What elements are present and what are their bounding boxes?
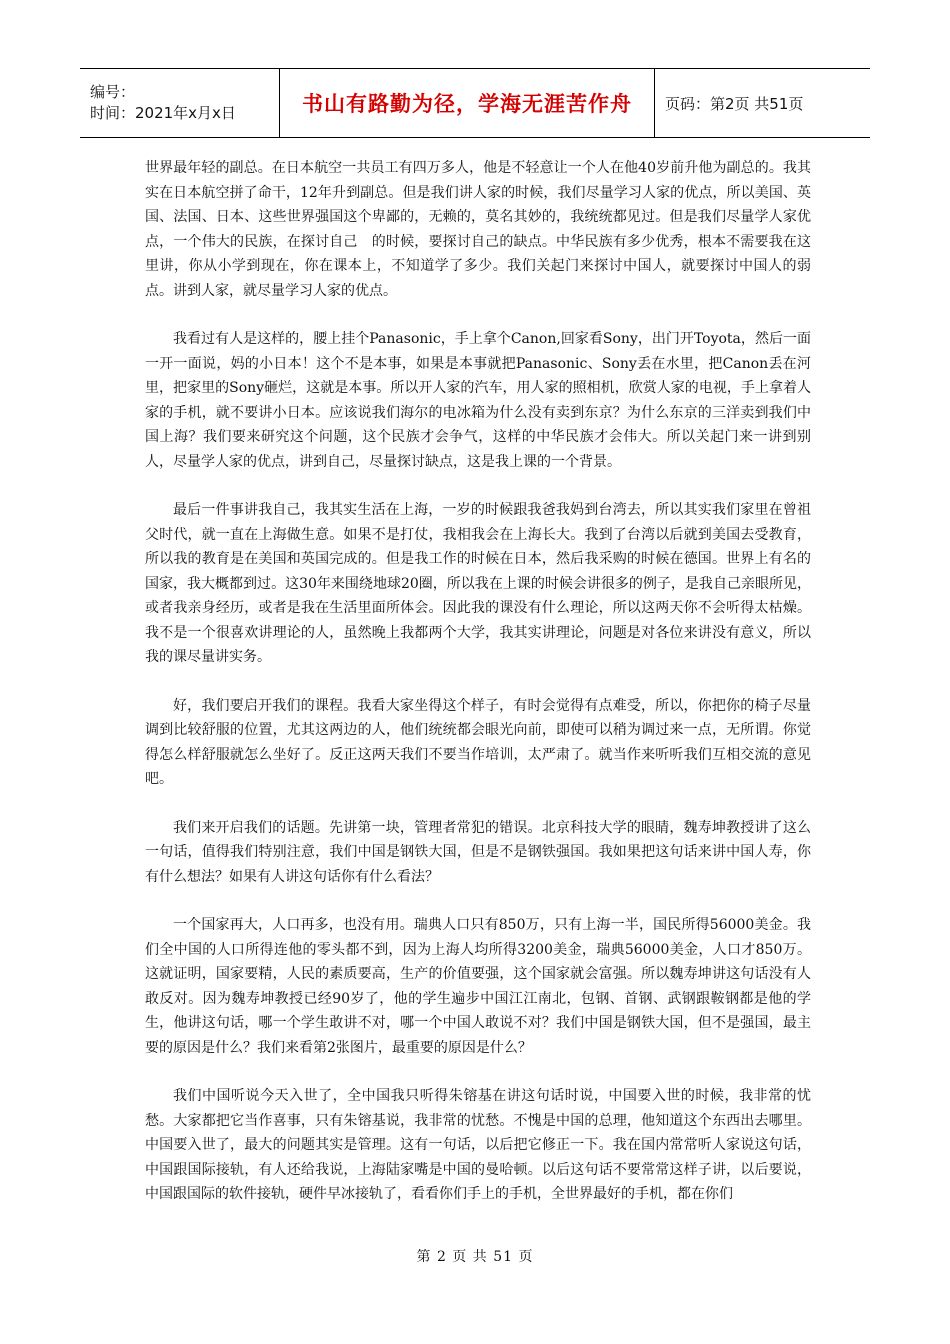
paragraph-6: 一个国家再大，人口再多，也没有用。瑞典人口只有850万，只有上海一半，国民所得56000美金。我们全中国的人口所得连他的零头都不到，因为上海人均所得3200美金，瑞典56000美金，人口才850万。这就证明，国家要精，人民的素质要高，生产的价值要强，这个国家就会富强。所以魏寿坤讲这句话没有人敢反对。因为魏寿坤教授已经90岁了，他的学生遍步中国江江南北，包钢、首钢、武钢跟鞍钢都是他的学生，他讲这句话，哪一个学生敢讲不对，哪一个中国人敢说不对？我们中国是钢铁大国，但不是强国，最主要的原因是什么？我们来看第2张图片，最重要的原因是什么？: [145, 917, 811, 1056]
header-motto: 书山有路勤为径，学海无涯苦作舟: [280, 69, 655, 137]
paragraph-2: 我看过有人是这样的，腰上挂个Panasonic，手上拿个Canon,回家看Sony，出门开Toyota，然后一面一开一面说，妈的小日本！这个不是本事，如果是本事就把Panasonic、Sony丢在水里，把Canon丢在河里，把家里的Sony砸烂，这就是本事。所以开人家的汽车，用人家的照相机，欣赏人家的电视，手上拿着人家的手机，就不要讲小日本。应该说我们海尔的电冰箱为什么没有卖到东京？为什么东京的三洋卖到我们中国上海？我们要来研究这个问题，这个民族才会争气，这样的中华民族才会伟大。所以关起门来一讲到别人，尽量学人家的优点，讲到自己，尽量探讨缺点，这是我上课的一个背景。: [145, 331, 811, 470]
paragraph-4: 好，我们要启开我们的课程。我看大家坐得这个样子，有时会觉得有点难受，所以，你把你的椅子尽量调到比较舒服的位置，尤其这两边的人，他们统统都会眼光向前，即使可以稍为调过来一点，无所谓。你觉得怎么样舒服就怎么坐好了。反正这两天我们不要当作培训，太严肃了。就当作来听听我们互相交流的意见吧。: [145, 697, 811, 787]
paragraph-1: 世界最年轻的副总。在日本航空一共员工有四万多人，他是不轻意让一个人在他40岁前升他为副总的。我其实在日本航空拼了命干，12年升到副总。但是我们讲人家的时候，我们尽量学习人家的优点，所以美国、英国、法国、日本、这些世界强国这个卑鄙的，无赖的，莫名其妙的，我统统都见过。但是我们尽量学人家优点，一个伟大的民族，在探讨自己 的时候，要探讨自己的缺点。中华民族有多少优秀，根本不需要我在这里讲，你从小学到现在，你在课本上，不知道学了多少。我们关起门来探讨中国人，就要探讨中国人的弱点。讲到人家，就尽量学习人家的优点。: [145, 160, 811, 299]
date-label: 时间：2021年x月x日: [90, 104, 236, 122]
number-label: 编号：: [90, 83, 136, 101]
paragraph-5: 我们来开启我们的话题。先讲第一块，管理者常犯的错误。北京科技大学的眼睛，魏寿坤教授讲了这么一句话，值得我们特别注意，我们中国是钢铁大国，但是不是钢铁强国。我如果把这句话来讲中国人寿，你有什么想法？如果有人讲这句话你有什么看法？: [145, 819, 811, 885]
header-meta: [80, 69, 280, 137]
document-body: [145, 156, 811, 1231]
page-footer: 第 2 页 共 51 页: [416, 1249, 534, 1265]
paragraph-7: 我们中国听说今天入世了，全中国我只听得朱镕基在讲这句话时说，中国要入世的时候，我非常的忧愁。大家都把它当作喜事，只有朱镕基说，我非常的忧愁。不愧是中国的总理，他知道这个东西出去哪里。中国要入世了，最大的问题其实是管理。这有一句话，以后把它修正一下。我在国内常常听人家说这句话，中国跟国际接轨，有人还给我说，上海陆家嘴是中国的曼哈顿。以后这句话不要常常这样子讲，以后要说，中国跟国际的软件接轨，硬件早冰接轨了，看看你们手上的手机，全世界最好的手机，都在你们: [145, 1088, 811, 1202]
paragraph-3: 最后一件事讲我自己，我其实生活在上海，一岁的时候跟我爸我妈到台湾去，所以其实我们家里在曾祖父时代，就一直在上海做生意。如果不是打仗，我相我会在上海长大。我到了台湾以后就到美国去受教育，所以我的教育是在美国和英国完成的。但是我工作的时候在日本，然后我采购的时候在德国。世界上有名的国家，我大概都到过。这30年来围绕地球20圈，所以我在上课的时候会讲很多的例子，是我自己亲眼所见，或者我亲身经历，或者是我在生活里面所体会。因此我的课没有什么理论，所以这两天你不会听得太枯燥。我不是一个很喜欢讲理论的人，虽然晚上我都两个大学，我其实讲理论，问题是对各位来讲没有意义，所以我的课尽量讲实务。: [145, 502, 811, 665]
page-header: [80, 68, 870, 138]
header-page-label: 页码：第2页 共51页: [665, 94, 804, 113]
